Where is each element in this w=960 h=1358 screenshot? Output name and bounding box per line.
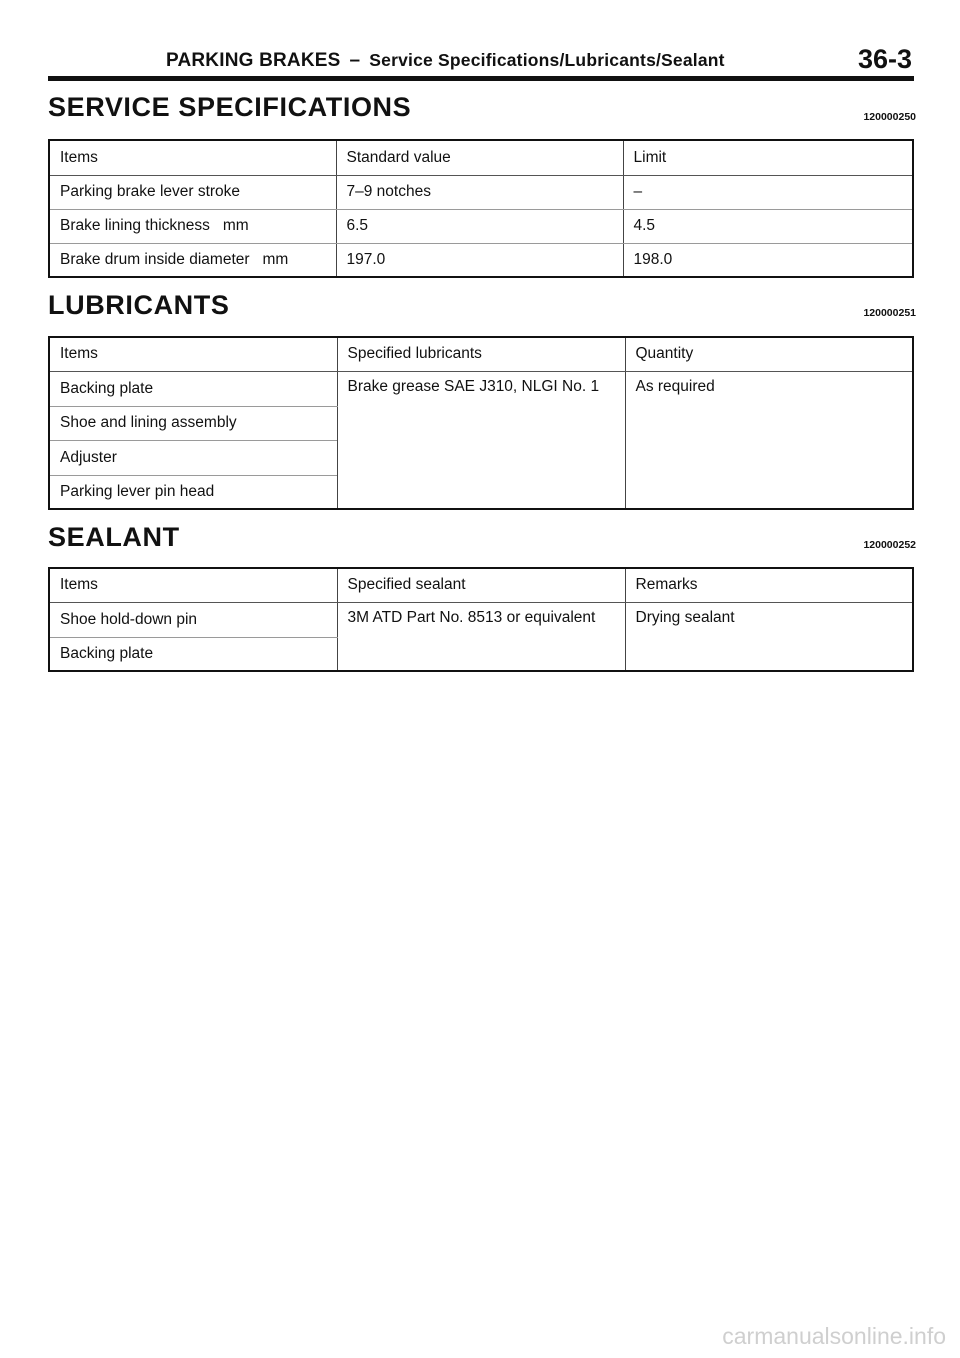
table-cell: Adjuster (49, 440, 337, 475)
remarks-cell: Drying sealant (625, 602, 913, 671)
table-cell: 4.5 (623, 209, 913, 243)
column-header: Specified lubricants (337, 337, 625, 371)
lubricants-heading: LUBRICANTS (48, 290, 230, 320)
service-specifications-table (48, 139, 914, 278)
service-specifications-code: 120000250 (863, 111, 916, 123)
table-cell: Parking brake lever stroke (49, 175, 336, 209)
table-cell: Brake drum inside diameter mm (49, 243, 336, 277)
column-header: Standard value (336, 140, 623, 175)
lubricants-table (48, 336, 914, 510)
column-header: Remarks (625, 568, 913, 602)
table-cell: Parking lever pin head (49, 475, 337, 509)
watermark: carmanualsonline.info (722, 1323, 946, 1349)
header-title-sub: Service Specifications/Lubricants/Sealant (369, 50, 725, 70)
service-specifications-heading: SERVICE SPECIFICATIONS (48, 92, 412, 122)
sealant-cell: 3M ATD Part No. 8513 or equivalent (337, 602, 625, 671)
lubricants-code: 120000251 (863, 307, 916, 319)
header-title-main: PARKING BRAKES (166, 50, 341, 71)
column-header: Limit (623, 140, 913, 175)
running-header-title (166, 50, 725, 72)
table-row (49, 175, 913, 209)
table-header-row (49, 337, 913, 371)
table-header-row (49, 568, 913, 602)
sealant-heading: SEALANT (48, 522, 180, 552)
column-header: Quantity (625, 337, 913, 371)
table-cell: – (623, 175, 913, 209)
table-header-row (49, 140, 913, 175)
table-cell: Shoe and lining assembly (49, 406, 337, 440)
table-row (49, 243, 913, 277)
table-cell: Backing plate (49, 637, 337, 671)
quantity-cell: As required (625, 371, 913, 509)
table-row (49, 602, 913, 637)
column-header: Items (49, 337, 337, 371)
running-header (48, 44, 914, 81)
table-row (49, 209, 913, 243)
sealant-table (48, 567, 914, 672)
column-header: Items (49, 140, 336, 175)
page-number: 36-3 (857, 44, 912, 74)
table-cell: 6.5 (336, 209, 623, 243)
table-cell: 7–9 notches (336, 175, 623, 209)
column-header: Items (49, 568, 337, 602)
table-cell: Backing plate (49, 371, 337, 406)
header-title-dash: – (349, 50, 361, 71)
table-cell: 198.0 (623, 243, 913, 277)
column-header: Specified sealant (337, 568, 625, 602)
table-cell: Brake lining thickness mm (49, 209, 336, 243)
table-cell: Shoe hold-down pin (49, 602, 337, 637)
lubricant-cell: Brake grease SAE J310, NLGI No. 1 (337, 371, 625, 509)
table-row (49, 371, 913, 406)
table-cell: 197.0 (336, 243, 623, 277)
sealant-code: 120000252 (863, 539, 916, 551)
